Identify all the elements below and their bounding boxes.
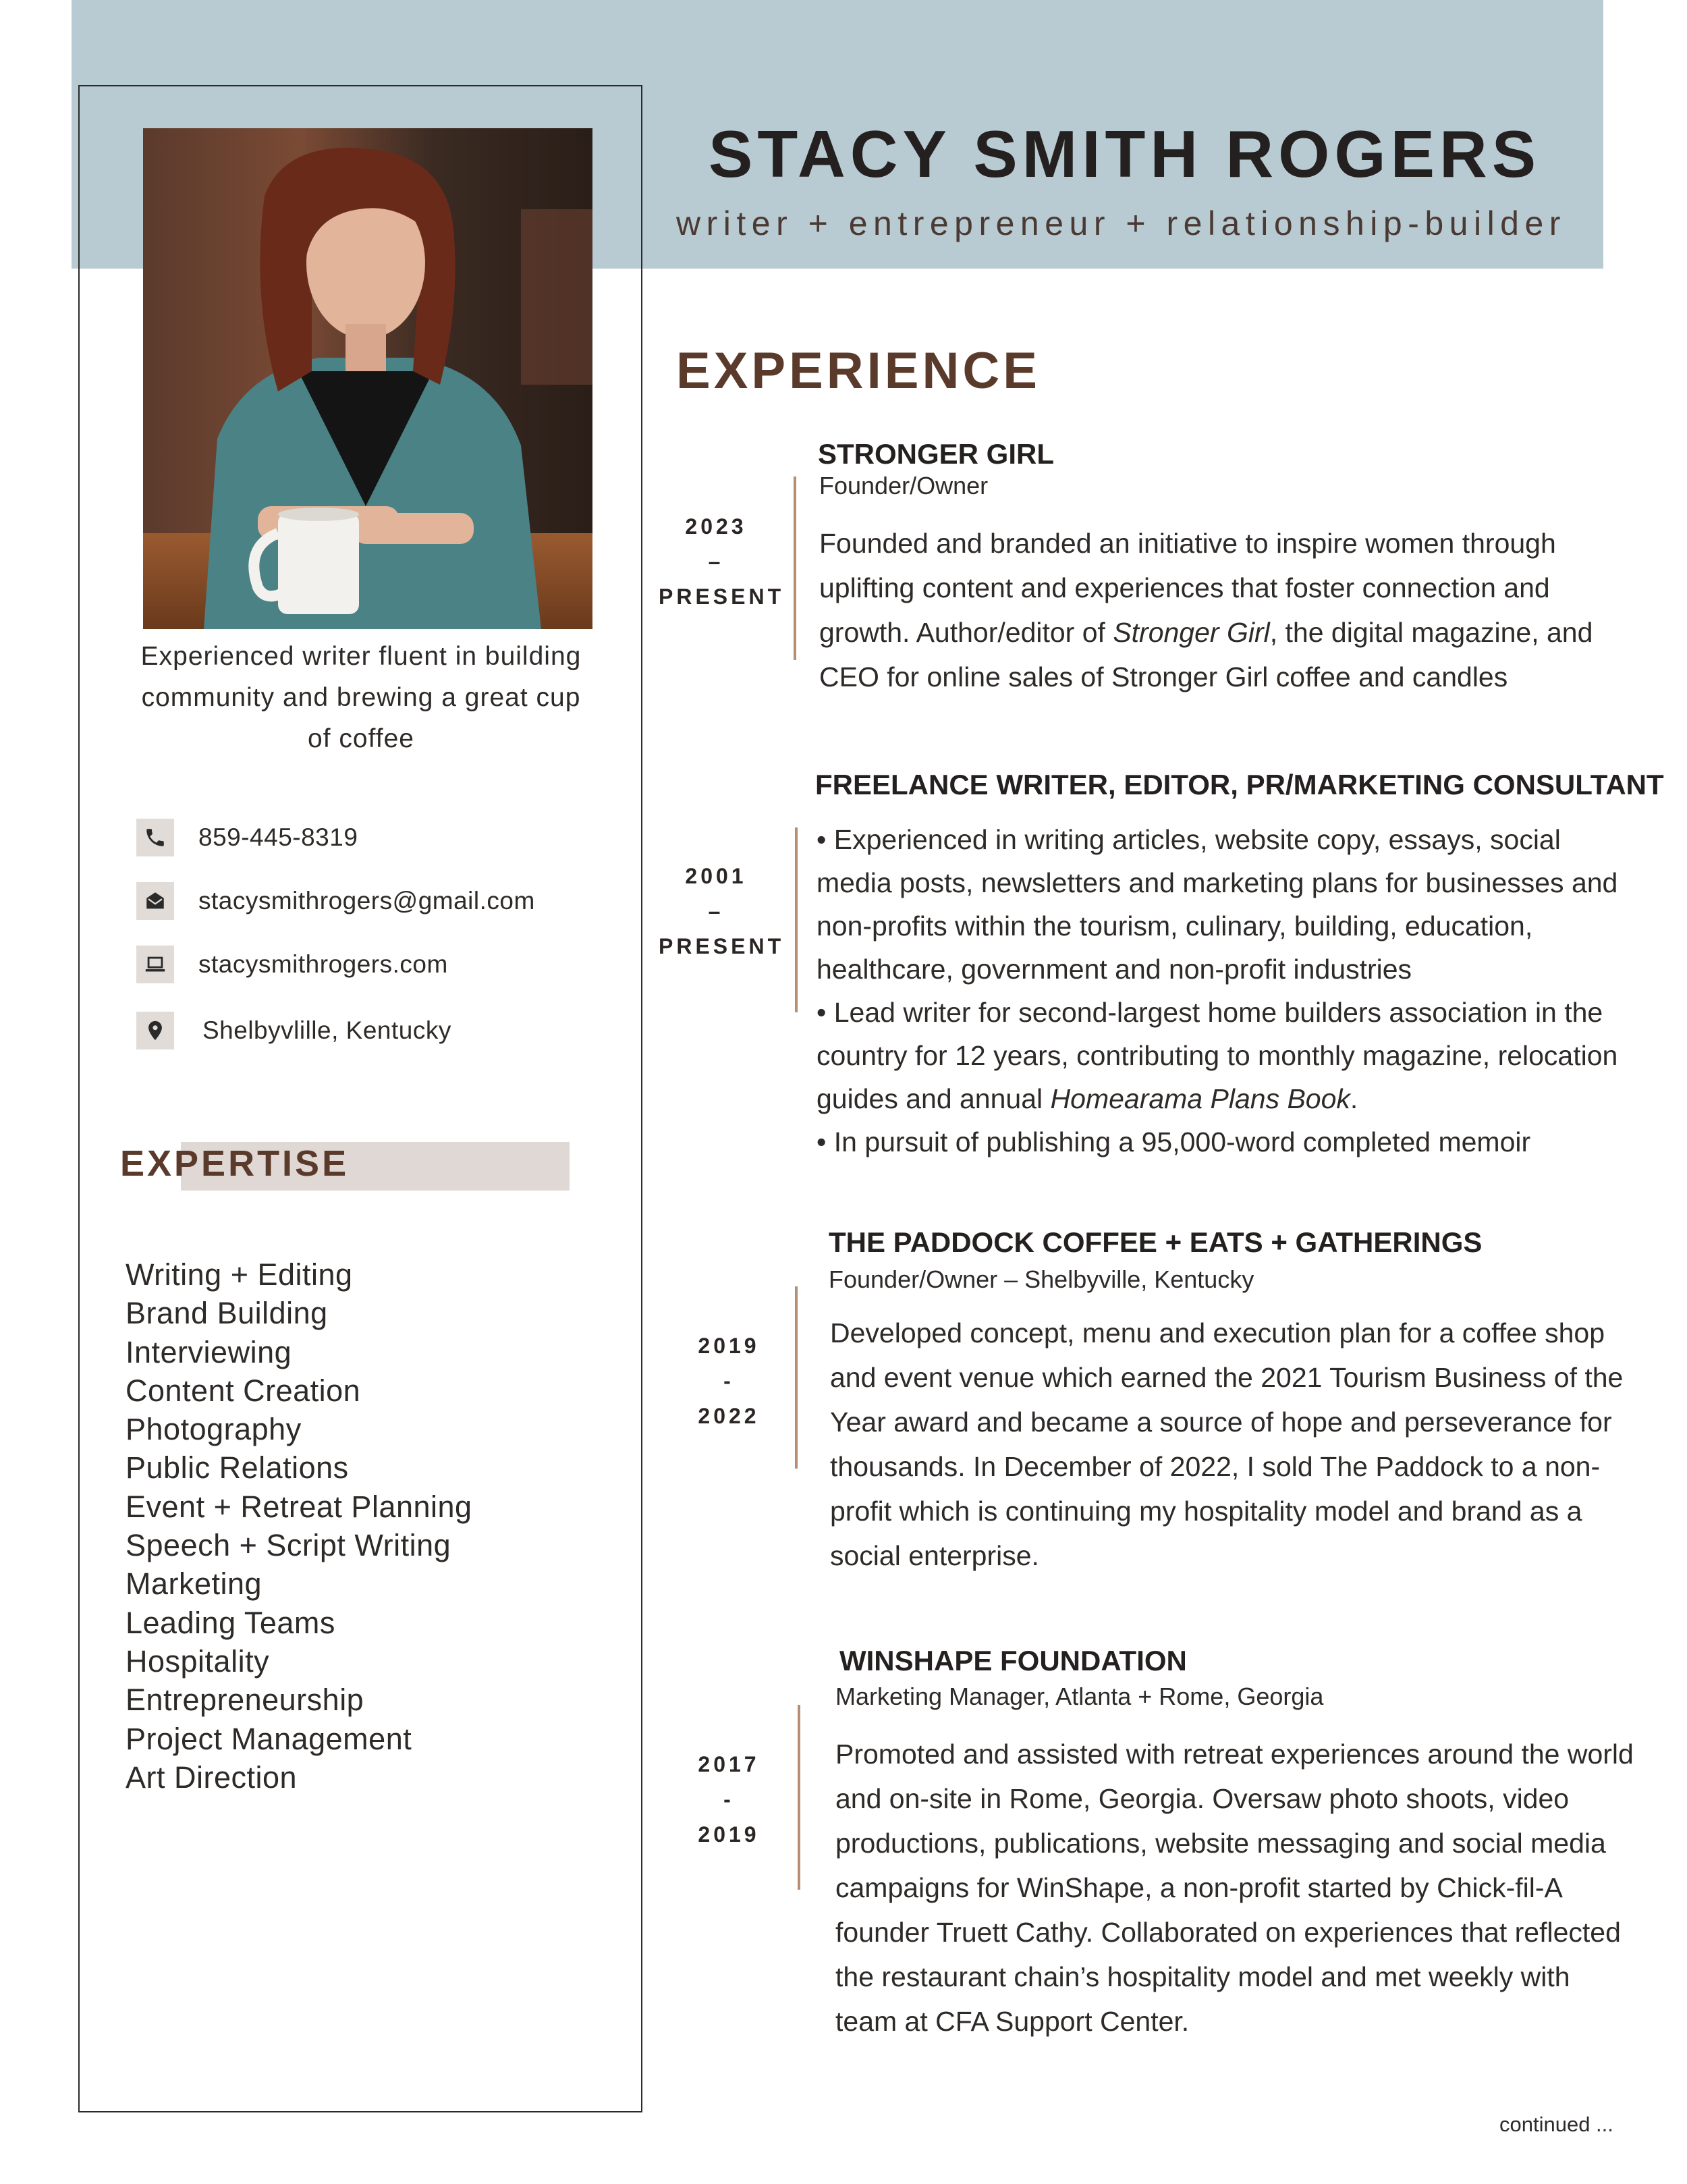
job-title: FREELANCE WRITER, EDITOR, PR/MARKETING CONSULTANT: [815, 769, 1664, 800]
experience-heading: EXPERIENCE: [676, 342, 1041, 400]
bullet-item: • In pursuit of publishing a 95,000-word completed memoir: [817, 1126, 1531, 1157]
resume-name: STACY SMITH ROGERS: [709, 117, 1541, 191]
job-description: Developed concept, menu and execution plan for a coffee shop and event venue which earned the 2021 Tourism Business of the Year award and became a source of hope and perseverance for thousands. In December of 2022, I sold The Paddock to a non-profit which is continuing my hospitality model and brand as a social enterprise.: [830, 1317, 1624, 1571]
skill-item: Interviewing: [126, 1334, 292, 1369]
location-pin-icon: [136, 1012, 174, 1049]
contact-website: [136, 945, 448, 984]
timeline-divider: [795, 827, 798, 1012]
skill-item: Event + Retreat Planning: [126, 1489, 472, 1524]
skill-item: Photography: [126, 1412, 302, 1447]
date-end: 2022: [698, 1404, 760, 1428]
resume-subtitle: writer + entrepreneur + relationship-builder: [676, 204, 1566, 242]
contact-email: [136, 881, 535, 921]
skill-item: Project Management: [126, 1721, 412, 1756]
expertise-heading: EXPERTISE: [120, 1143, 350, 1184]
book-title: Homearama Plans Book: [1050, 1083, 1350, 1114]
envelope-icon: [136, 882, 174, 920]
phone-number[interactable]: 859-445-8319: [198, 823, 358, 851]
job-date-range: [659, 509, 785, 614]
date-separator: -: [723, 1369, 734, 1393]
job-role: Founder/Owner – Shelbyville, Kentucky: [829, 1265, 1254, 1293]
date-separator: –: [708, 899, 724, 923]
desc-text: .: [1350, 1083, 1358, 1114]
skill-item: Writing + Editing: [126, 1257, 353, 1292]
email-address[interactable]: stacysmithrogers@gmail.com: [198, 887, 535, 914]
magazine-title: Stronger Girl: [1113, 617, 1270, 648]
job-description: Promoted and assisted with retreat experiences around the world and on-site in Rome, Georgia. Oversaw photo shoots, video productions, publications, website messaging and social media campaigns for WinShape, a non-profit started by Chick-fil-A founder Truett Cathy. Collaborated on experiences that reflected the restaurant chain’s hospitality model and met weekly with team at CFA Support Center.: [835, 1739, 1634, 2037]
desc-text: • Lead writer for second-largest home builders association in the country for 12 years, contributing to monthly magazine, relocation guides and annual: [817, 997, 1618, 1114]
desc-text: , the digital magazine, and CEO for online sales of Stronger Girl coffee and candles: [819, 617, 1593, 692]
laptop-icon: [136, 946, 174, 983]
location-text: Shelbyvlille, Kentucky: [202, 1016, 451, 1044]
date-separator: –: [708, 549, 724, 574]
date-end: PRESENT: [659, 584, 785, 609]
timeline-divider: [798, 1705, 800, 1890]
job-title: STRONGER GIRL: [818, 438, 1055, 470]
date-start: 2001: [685, 864, 747, 888]
job-date-range: [659, 858, 785, 964]
timeline-divider: [795, 1286, 798, 1469]
date-end: 2019: [698, 1822, 760, 1847]
date-separator: -: [723, 1787, 734, 1811]
job-title: WINSHAPE FOUNDATION: [839, 1645, 1187, 1676]
skill-item: Entrepreneurship: [126, 1683, 364, 1718]
job-date-range: [675, 1747, 783, 1852]
date-start: 2023: [685, 514, 747, 539]
skill-item: Brand Building: [126, 1296, 328, 1331]
skill-item: Content Creation: [126, 1373, 361, 1408]
continued-note: continued ...: [1499, 2112, 1613, 2136]
job-description: [817, 818, 1626, 1164]
skill-item: Leading Teams: [126, 1605, 335, 1640]
skill-item: Art Direction: [126, 1759, 298, 1795]
job-date-range: [675, 1328, 783, 1434]
skill-item: Marketing: [126, 1566, 262, 1602]
skill-item: Public Relations: [126, 1450, 349, 1485]
date-start: 2017: [698, 1752, 760, 1776]
job-role: Founder/Owner: [819, 472, 989, 499]
date-start: 2019: [698, 1334, 760, 1358]
bullet-item: [817, 991, 1626, 1120]
contact-phone: [136, 818, 358, 857]
contact-location: [136, 1011, 451, 1050]
timeline-divider: [794, 476, 796, 660]
date-end: PRESENT: [659, 934, 785, 958]
website-link[interactable]: stacysmithrogers.com: [198, 950, 448, 978]
skills-list: [126, 1255, 472, 1797]
job-title: THE PADDOCK COFFEE + EATS + GATHERINGS: [829, 1226, 1483, 1258]
profile-photo: [143, 128, 592, 629]
phone-icon: [136, 819, 174, 856]
bullet-item: • Experienced in writing articles, website copy, essays, social media posts, newsletters and marketing plans for businesses and non-profits within the tourism, culinary, building, education, healthcare, government and non-profit industries: [817, 824, 1618, 985]
profile-tagline: Experienced writer fluent in building community and brewing a great cup of coffee: [140, 642, 582, 753]
skill-item: Hospitality: [126, 1643, 270, 1678]
skill-item: Speech + Script Writing: [126, 1528, 451, 1563]
job-description: [819, 521, 1629, 699]
job-role: Marketing Manager, Atlanta + Rome, Georgia: [835, 1683, 1324, 1710]
desc-text: Founded and branded an initiative to inspire women through uplifting content and experiences that foster connection and growth. Author/editor of: [819, 528, 1556, 648]
